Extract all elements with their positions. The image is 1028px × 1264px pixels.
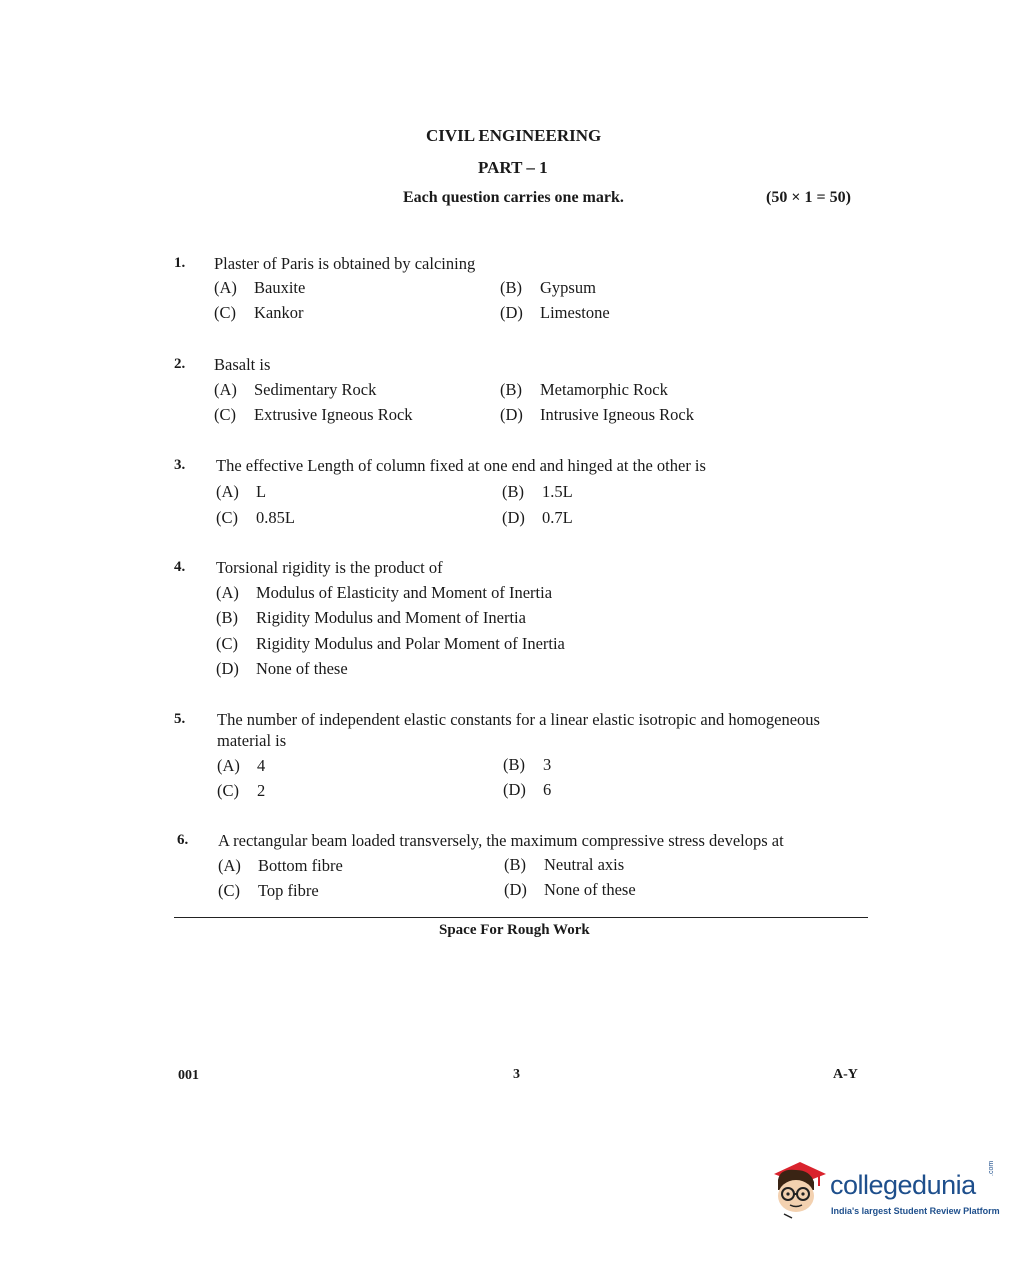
question-number: 1. xyxy=(174,255,186,271)
option-d: (D) None of these xyxy=(504,880,636,899)
marks-instruction: Each question carries one mark. xyxy=(403,189,624,206)
option-b: (B) 1.5L xyxy=(502,482,573,501)
option-c: (C) 0.85L xyxy=(216,508,295,527)
question-text: Plaster of Paris is obtained by calcining xyxy=(214,254,476,273)
option-a: (A) 4 xyxy=(217,756,266,775)
option-d: (D) None of these xyxy=(216,659,348,678)
brand-domain: .com xyxy=(988,1160,995,1176)
option-b: (B) Metamorphic Rock xyxy=(500,380,668,399)
question-text: A rectangular beam loaded transversely, the maximum compressive stress develops at xyxy=(218,831,784,850)
option-d: (D) 0.7L xyxy=(502,508,573,527)
option-b: (B) 3 xyxy=(503,755,552,774)
option-d: (D) Intrusive Igneous Rock xyxy=(500,405,694,424)
question-number: 4. xyxy=(174,559,186,575)
option-a: (A) Sedimentary Rock xyxy=(214,380,377,399)
brand-name: collegedunia xyxy=(830,1170,976,1200)
option-c: (C) Kankor xyxy=(214,303,304,322)
option-d: (D) 6 xyxy=(503,780,552,799)
page-number: 3 xyxy=(513,1067,520,1082)
option-b: (B) Rigidity Modulus and Moment of Inertia xyxy=(216,608,526,627)
option-b: (B) Gypsum xyxy=(500,278,596,297)
question-text: Torsional rigidity is the product of xyxy=(216,558,443,577)
question-number: 5. xyxy=(174,711,186,727)
question-number: 3. xyxy=(174,457,186,473)
question-number: 6. xyxy=(177,832,189,848)
option-b: (B) Neutral axis xyxy=(504,855,625,874)
option-a: (A) Bottom fibre xyxy=(218,856,343,875)
series-code: A-Y xyxy=(833,1067,858,1082)
option-c: (C) Top fibre xyxy=(218,881,319,900)
divider-line xyxy=(174,917,868,918)
mascot-icon xyxy=(770,1160,828,1220)
option-c: (C) 2 xyxy=(217,781,266,800)
option-a: (A) Modulus of Elasticity and Moment of Inertia xyxy=(216,583,553,602)
option-d: (D) Limestone xyxy=(500,303,610,322)
section-title: CIVIL ENGINEERING xyxy=(426,126,602,145)
option-c: (C) Extrusive Igneous Rock xyxy=(214,405,413,424)
brand-tagline: India's largest Student Review Platform xyxy=(831,1206,1000,1216)
question-text: Basalt is xyxy=(214,355,271,374)
collegedunia-logo xyxy=(770,1160,1000,1220)
rough-work-label: Space For Rough Work xyxy=(439,922,590,938)
question-text: The number of independent elastic constants for a linear elastic isotropic and homogeneous material is xyxy=(217,710,820,750)
part-title: PART – 1 xyxy=(478,158,548,177)
option-c: (C) Rigidity Modulus and Polar Moment of Inertia xyxy=(216,634,565,653)
option-a: (A) L xyxy=(216,482,267,501)
option-a: (A) Bauxite xyxy=(214,278,306,297)
question-number: 2. xyxy=(174,356,186,372)
booklet-code: 001 xyxy=(178,1068,199,1083)
question-text: The effective Length of column fixed at one end and hinged at the other is xyxy=(216,456,706,475)
total-marks: (50 × 1 = 50) xyxy=(766,189,851,206)
